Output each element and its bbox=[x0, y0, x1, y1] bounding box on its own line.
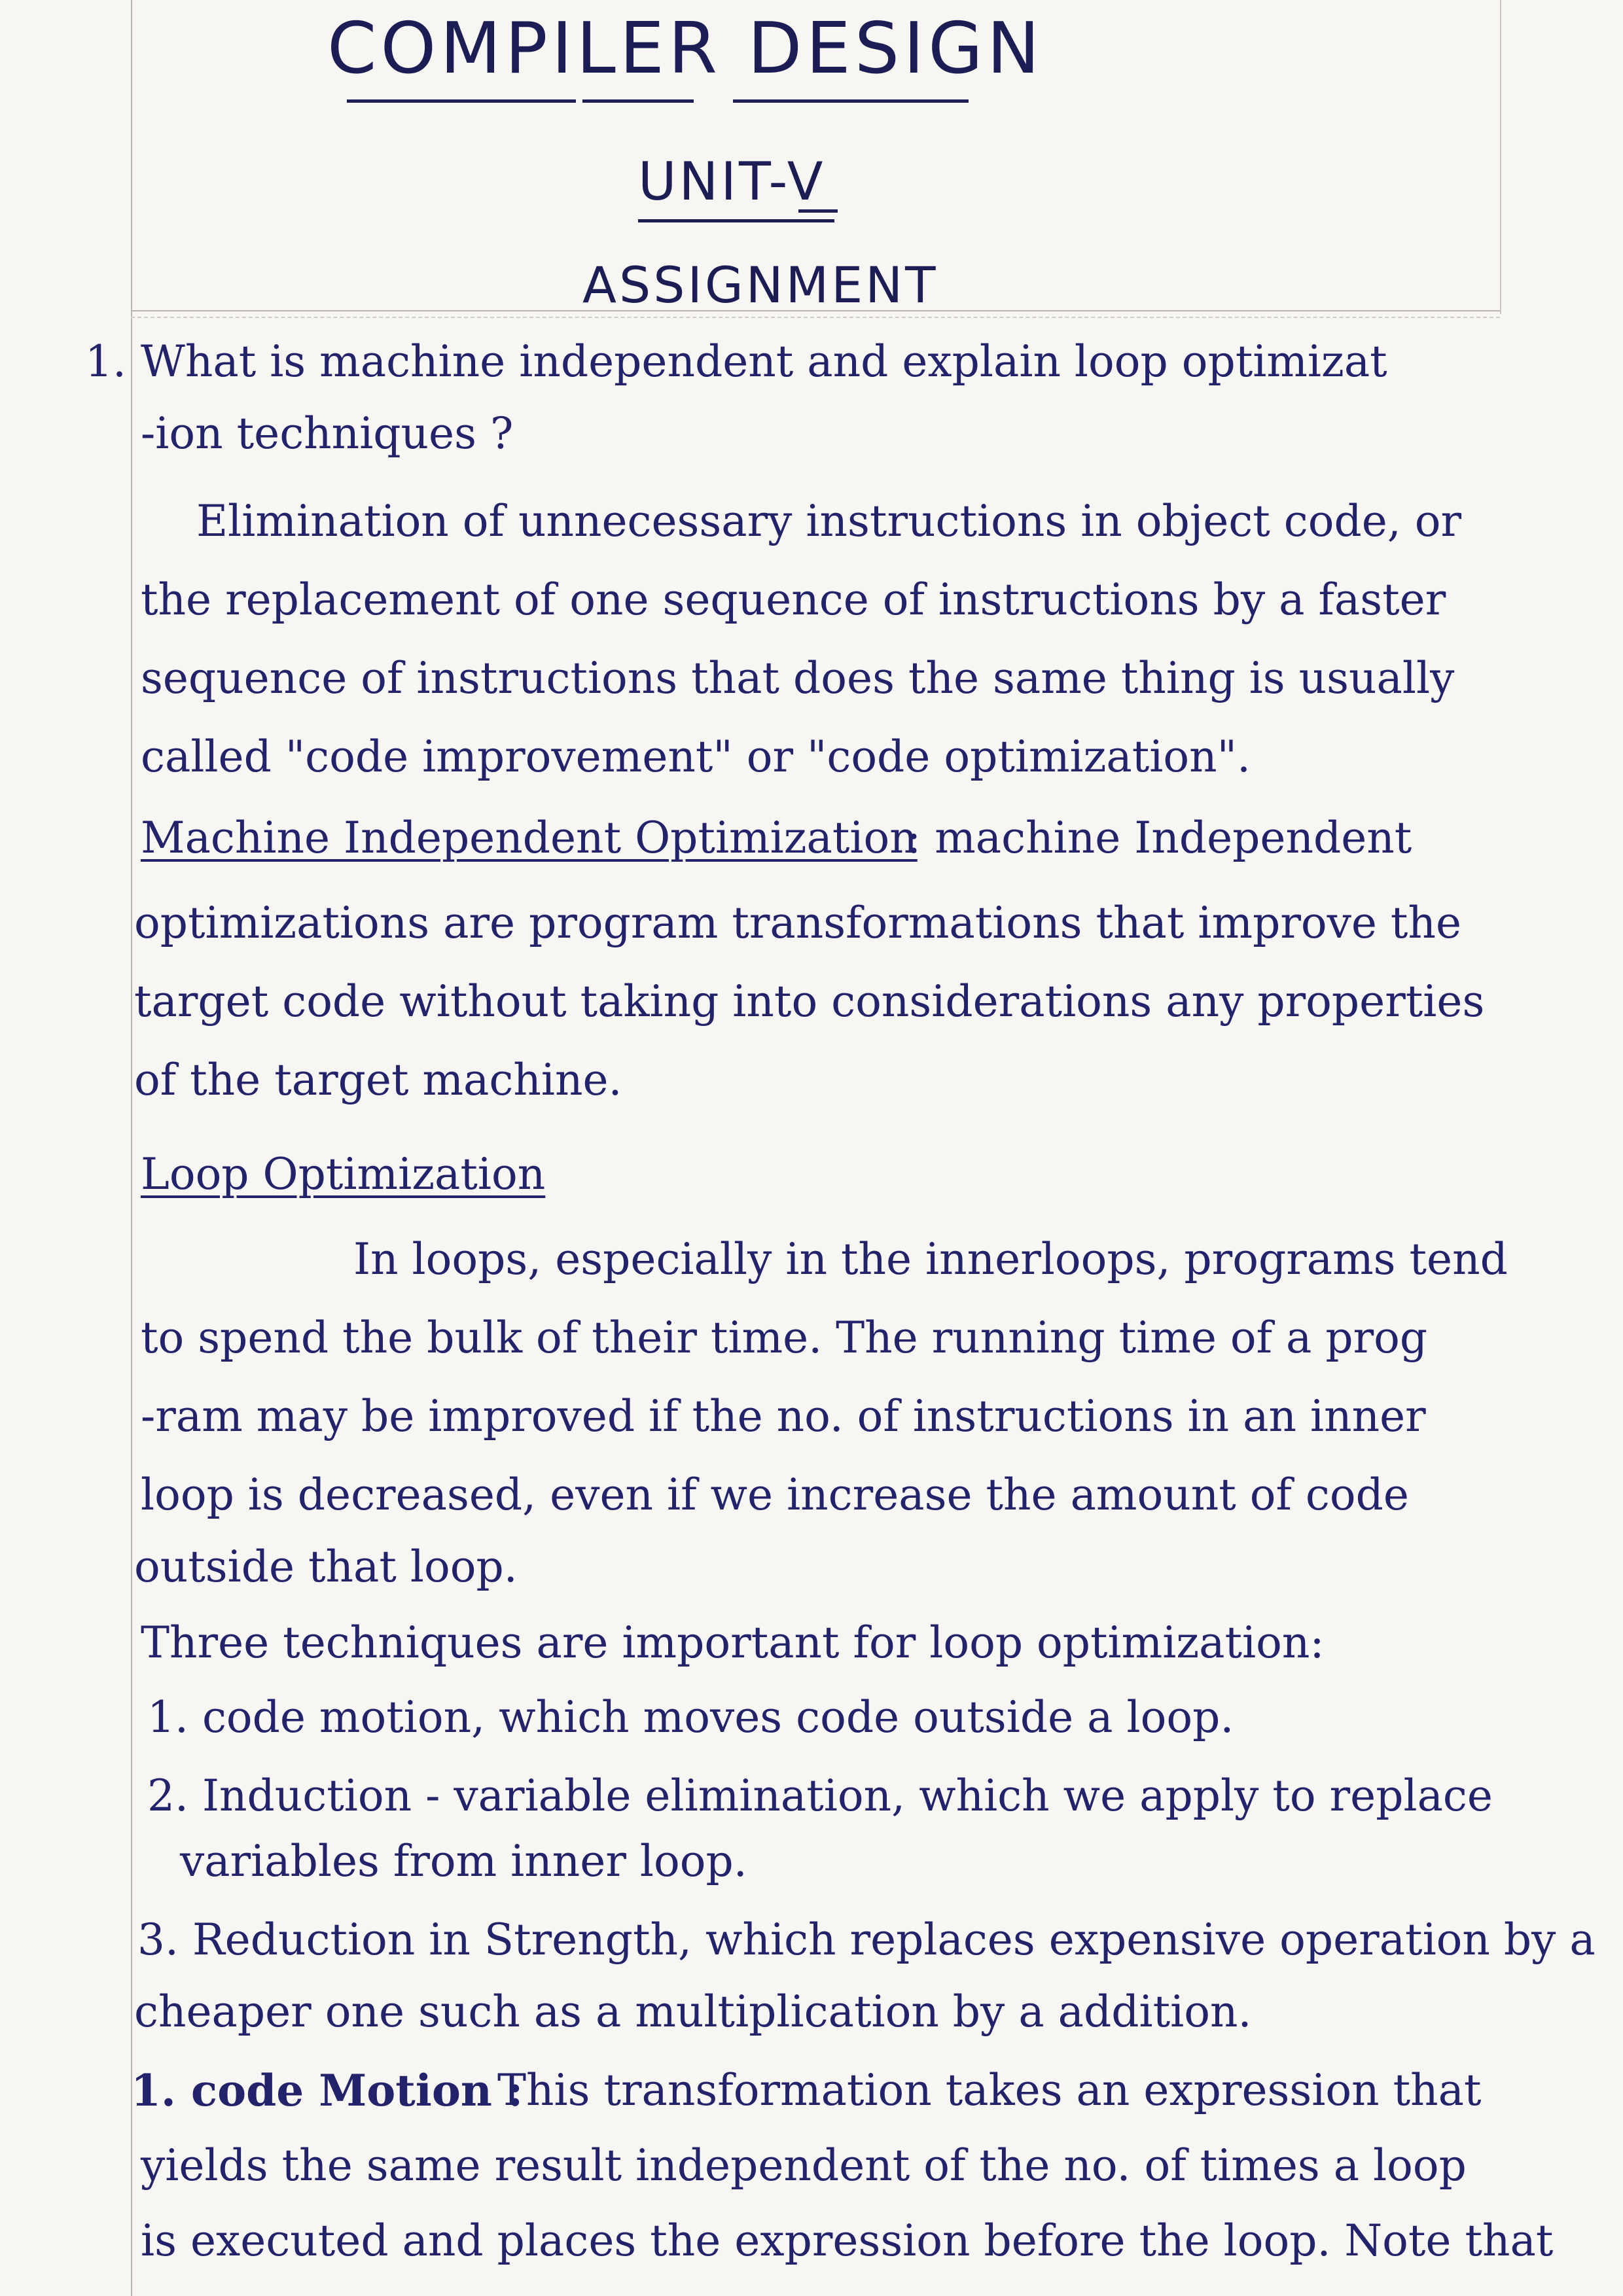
code-motion-line: yields the same result independent of the no. of times a loop bbox=[141, 2140, 1467, 2191]
intro-line: Elimination of unnecessary instructions in object code, or bbox=[196, 496, 1462, 546]
intro-line: called "code improvement" or "code optimization". bbox=[141, 732, 1251, 782]
unit-underline bbox=[798, 209, 838, 213]
unit-heading: UNIT-V bbox=[638, 151, 826, 212]
mio-line: of the target machine. bbox=[134, 1055, 622, 1105]
question-line-1: What is machine independent and explain loop optimizat bbox=[141, 336, 1387, 387]
loop-line: loop is decreased, even if we increase the amount of code bbox=[141, 1470, 1409, 1520]
code-motion-line: is executed and places the expression before the loop. Note that bbox=[141, 2216, 1554, 2266]
loop-line: Three techniques are important for loop optimization: bbox=[141, 1617, 1325, 1668]
title-underline bbox=[733, 99, 969, 103]
technique-item: 2. Induction - variable elimination, which we apply to replace bbox=[147, 1771, 1493, 1821]
margin-line bbox=[131, 0, 132, 2296]
loop-line: -ram may be improved if the no. of instructions in an inner bbox=[141, 1391, 1426, 1441]
section-heading-mio: Machine Independent Optimization bbox=[141, 813, 918, 863]
intro-line: the replacement of one sequence of instructions by a faster bbox=[141, 574, 1446, 625]
unit-underline bbox=[638, 219, 834, 222]
assignment-heading: ASSIGNMENT bbox=[582, 256, 938, 314]
question-number: 1. bbox=[85, 336, 126, 387]
title-underline bbox=[347, 99, 576, 103]
section-heading-code-motion: 1. code Motion : bbox=[131, 2065, 524, 2116]
technique-item: 3. Reduction in Strength, which replaces expensive operation by a bbox=[137, 1915, 1596, 1965]
header-rule-dashed bbox=[131, 317, 1500, 318]
mio-line: optimizations are program transformations that improve the bbox=[134, 898, 1462, 948]
mio-line: target code without taking into considerations any properties bbox=[134, 976, 1485, 1027]
page-title: COMPILER DESIGN bbox=[327, 8, 1044, 90]
title-underline bbox=[582, 99, 694, 103]
header-box-right-line bbox=[1500, 0, 1501, 314]
loop-line: In loops, especially in the innerloops, programs tend bbox=[353, 1234, 1508, 1284]
mio-line: : machine Independent bbox=[906, 813, 1412, 863]
question-line-2: -ion techniques ? bbox=[141, 408, 514, 459]
section-heading-loop: Loop Optimization bbox=[141, 1149, 546, 1199]
loop-line: to spend the bulk of their time. The running time of a prog bbox=[141, 1313, 1428, 1363]
technique-item: variables from inner loop. bbox=[180, 1836, 747, 1886]
loop-line: outside that loop. bbox=[134, 1542, 518, 1592]
intro-line: sequence of instructions that does the same thing is usually bbox=[141, 653, 1455, 703]
technique-item: 1. code motion, which moves code outside a loop. bbox=[147, 1692, 1234, 1742]
technique-item: cheaper one such as a multiplication by a addition. bbox=[134, 1987, 1252, 2037]
code-motion-line: This transformation takes an expression that bbox=[497, 2065, 1482, 2115]
